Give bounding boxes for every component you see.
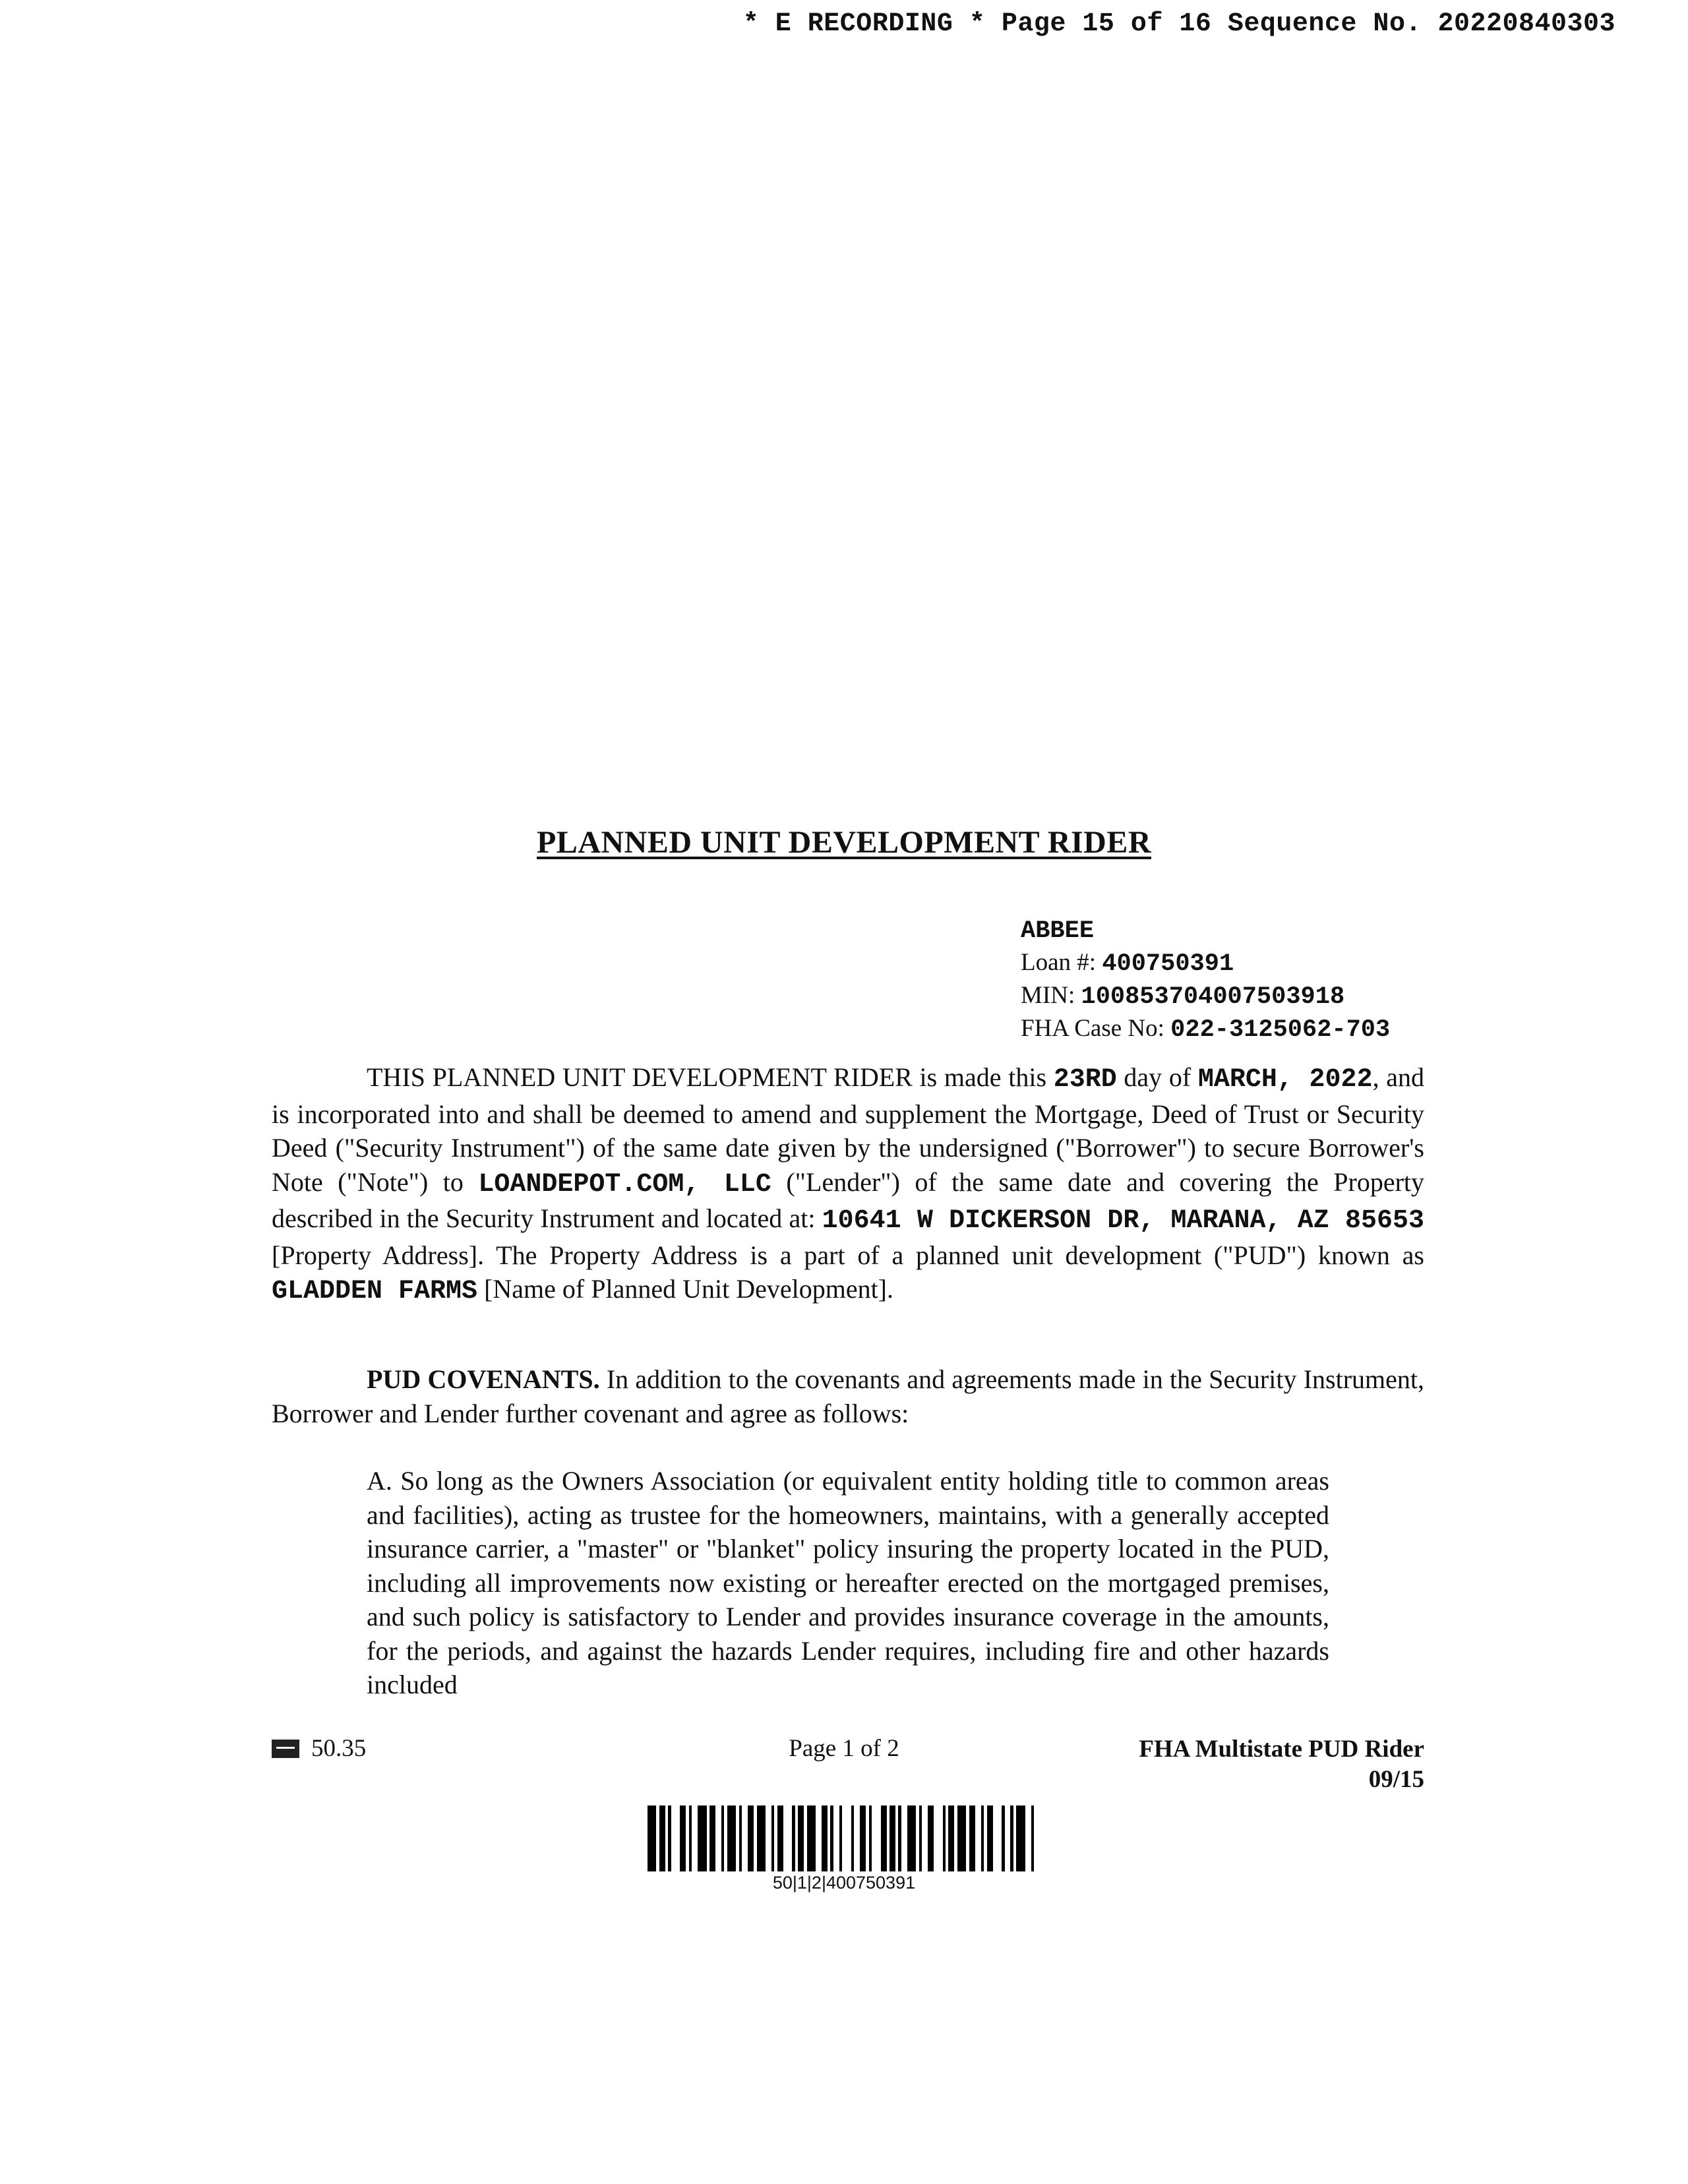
form-date: 09/15 — [1368, 1766, 1424, 1793]
fha-case-value: 022-3125062-703 — [1170, 1016, 1391, 1044]
recording-header: * E RECORDING * Page 15 of 16 Sequence No. 20220840303 — [742, 9, 1615, 39]
rider-month-year: MARCH, 2022 — [1197, 1065, 1373, 1095]
pud-covenants-heading: PUD COVENANTS. — [367, 1364, 600, 1394]
form-name: FHA Multistate PUD Rider — [1139, 1736, 1424, 1763]
covenant-a-paragraph — [367, 1464, 1329, 1702]
intro-text-5: [Property Address]. The Property Address is a part of a planned unit development ("PUD") known as — [272, 1240, 1424, 1270]
loan-number-line — [1021, 947, 1390, 980]
barcode-image — [648, 1805, 1040, 1871]
loan-number-label: Loan #: — [1021, 949, 1097, 976]
min-line — [1021, 980, 1390, 1013]
pud-covenants-paragraph — [272, 1362, 1424, 1430]
covenant-a-text: A. So long as the Owners Association (or equivalent entity holding title to common areas and facilities), acting as trustee for the homeowners, maintains, with a generally accepted insurance carrier, a "master" or "blanket" policy insuring the property located in the PUD, including all improvements now existing or hereafter erected on the mortgaged premises, and such policy is satisfactory to Lender and provides insurance coverage in the amounts, for the periods, and against the hazards Lender requires, including fire and other hazards included — [367, 1466, 1329, 1699]
intro-text-1: THIS PLANNED UNIT DEVELOPMENT RIDER is made this — [367, 1062, 1054, 1092]
intro-text-4: ("Lender") of the same date and covering the Property described in the Security Instrument and located at: — [272, 1167, 1425, 1233]
loan-info-block — [1021, 915, 1390, 1046]
intro-text-3: , and is incorporated into and shall be deemed to amend and supplement the Mortgage, Deed of Trust or Security Deed ("Security Instrument") of the same date given by the undersigned ("Borrower") to secure Borrower's Note ("Note") to — [272, 1062, 1425, 1197]
property-address: 10641 W DICKERSON DR, MARANA, AZ 85653 — [822, 1206, 1424, 1236]
intro-text-6: [Name of Planned Unit Development]. — [477, 1274, 893, 1304]
document-title: PLANNED UNIT DEVELOPMENT RIDER — [536, 825, 1151, 860]
min-value: 100853704007503918 — [1081, 983, 1345, 1011]
footer-page-number: Page 1 of 2 — [789, 1735, 899, 1762]
pud-name: GLADDEN FARMS — [272, 1277, 478, 1306]
barcode-text: 50|1|2|400750391 — [772, 1873, 916, 1893]
pud-covenants-text: In addition to the covenants and agreements made in the Security Instrument, Borrower and Lender further covenant and agree as follows: — [272, 1364, 1425, 1428]
footer-form-name-block — [1139, 1734, 1424, 1795]
min-label: MIN: — [1021, 982, 1075, 1009]
borrower-name: ABBEE — [1021, 917, 1095, 945]
lender-name: LOANDEPOT.COM, LLC — [478, 1169, 771, 1199]
intro-text-2: day of — [1116, 1062, 1198, 1092]
form-code: 50.35 — [311, 1735, 367, 1762]
loan-number-value: 400750391 — [1102, 950, 1234, 978]
rider-day: 23RD — [1053, 1065, 1117, 1095]
fha-case-label: FHA Case No: — [1021, 1015, 1164, 1042]
rider-intro-paragraph — [272, 1060, 1424, 1309]
fha-case-line — [1021, 1013, 1390, 1046]
